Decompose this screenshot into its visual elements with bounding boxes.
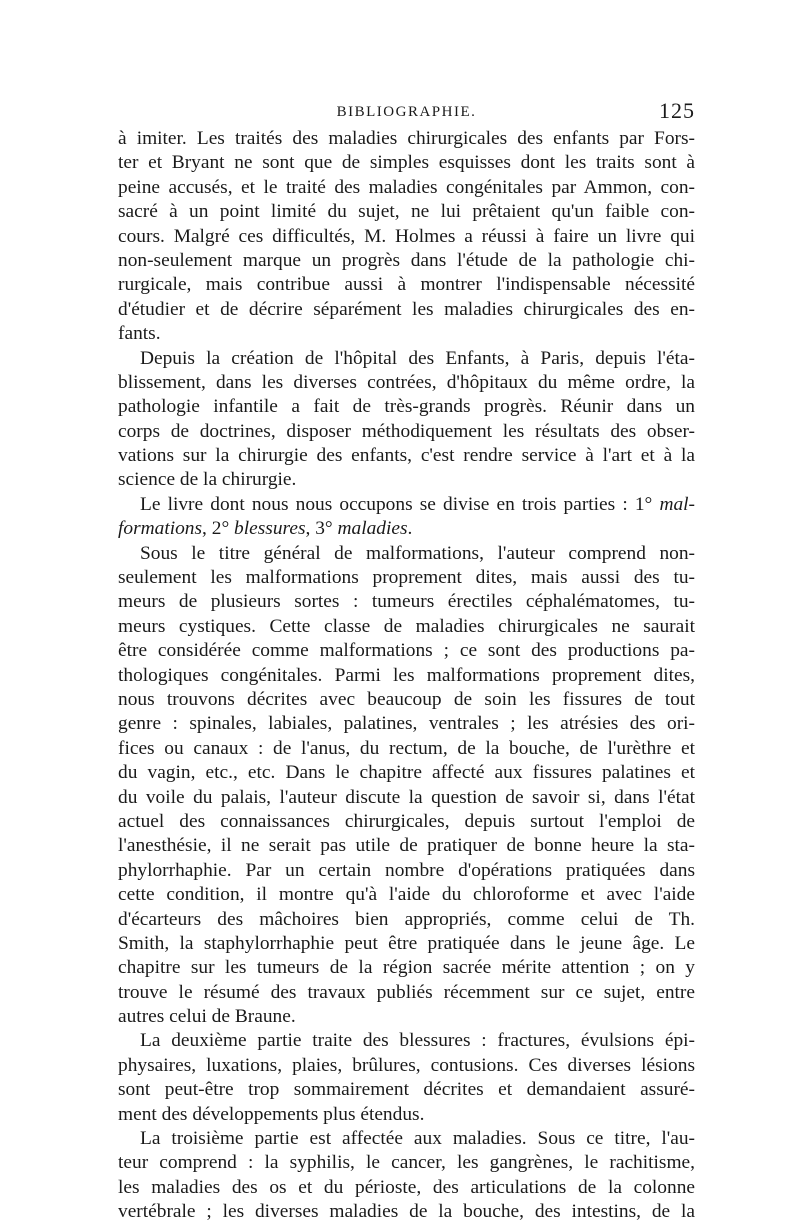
text-line: teur comprend : la syphilis, le cancer, les gangrènes, le rachitisme, (118, 1152, 695, 1174)
text-line: sont peut-être trop sommairement décrites et demandaient assuré- (118, 1079, 695, 1101)
text-line: fices ou canaux : de l'anus, du rectum, de la bouche, de l'urèthre et (118, 737, 695, 759)
text-line: vertébrale ; les diverses maladies de la bouche, des intestins, de la (118, 1201, 695, 1223)
text-line: ter et Bryant ne sont que de simples esquisses dont les traits sont à (118, 152, 695, 174)
text-line: science de la chirurgie. (118, 469, 297, 491)
text-line: vations sur la chirurgie des enfants, c'est rendre service à l'art et à la (118, 445, 695, 467)
text-line: d'étudier et de décrire séparément les maladies chirurgicales des en- (118, 298, 695, 320)
text-line: physaires, luxations, plaies, brûlures, contusions. Ces diverses lésions (118, 1054, 695, 1076)
text-line: rurgicale, mais contribue aussi à montrer l'indispensable nécessité (118, 274, 695, 296)
text-line: l'anesthésie, il ne serait pas utile de pratiquer de bonne heure la sta- (118, 835, 695, 857)
text-line: blissement, dans les diverses contrées, d'hôpitaux du même ordre, la (118, 371, 695, 393)
text-line: pathologie infantile a fait de très-grands progrès. Réunir dans un (118, 396, 695, 418)
text-line: peine accusés, et le traité des maladies congénitales par Ammon, con- (118, 176, 695, 198)
text-line: non-seulement marque un progrès dans l'étude de la pathologie chi- (118, 249, 695, 271)
text-line: Sous le titre général de malformations, l'auteur comprend non- (140, 542, 695, 564)
text-line: actuel des connaissances chirurgicales, depuis surtout l'emploi de (118, 810, 695, 832)
text-line: nous trouvons décrites avec beaucoup de soin les fissures de tout (118, 688, 695, 710)
text-line: Smith, la staphylorrhaphie peut être pratiquée dans le jeune âge. Le (118, 932, 695, 954)
text-line: meurs de plusieurs sortes : tumeurs érectiles céphalématomes, tu- (118, 591, 695, 613)
text-line: du vagin, etc., etc. Dans le chapitre affecté aux fissures palatines et (118, 762, 695, 784)
text-line: fants. (118, 323, 161, 345)
text-line: d'écarteurs des mâchoires bien appropriés, comme celui de Th. (118, 908, 695, 930)
text-line: trouve le résumé des travaux publiés récemment sur ce sujet, entre (118, 981, 695, 1003)
text-line: corps de doctrines, disposer méthodiquement les résultats des obser- (118, 420, 695, 442)
text-line: à imiter. Les traités des maladies chirurgicales des enfants par Fors- (118, 128, 695, 149)
text-line: sacré à un point limité du sujet, ne lui prêtaient qu'un faible con- (118, 201, 695, 223)
text-line: cette condition, il montre qu'à l'aide du chloroforme et avec l'aide (118, 884, 695, 906)
text-line: Depuis la création de l'hôpital des Enfants, à Paris, depuis l'éta- (140, 347, 695, 369)
text-line: du voile du palais, l'auteur discute la question de savoir si, dans l'état (118, 786, 695, 808)
text-line: phylorrhaphie. Par un certain nombre d'opérations pratiquées dans (118, 859, 695, 881)
text-line: autres celui de Braune. (118, 1006, 296, 1028)
text-line: chapitre sur les tumeurs de la région sacrée mérite attention ; on y (118, 957, 695, 979)
running-title: BIBLIOGRAPHIE. (336, 104, 477, 120)
text-line: La deuxième partie traite des blessures : fractures, évulsions épi- (140, 1030, 695, 1052)
running-head (118, 98, 695, 126)
text-line: cours. Malgré ces difficultés, M. Holmes a réussi à faire un livre qui (118, 225, 695, 247)
text-line: La troisième partie est affectée aux maladies. Sous ce titre, l'au- (140, 1128, 695, 1150)
text-line: Le livre dont nous nous occupons se divise en trois parties : 1° mal- (140, 493, 695, 515)
text-line: meurs cystiques. Cette classe de maladies chirurgicales ne saurait (118, 615, 695, 637)
text-line: formations, 2° blessures, 3° maladies. (118, 518, 413, 540)
text-line: ment des développements plus étendus. (118, 1103, 425, 1125)
text-line: seulement les malformations proprement dites, mais aussi des tu- (118, 567, 695, 589)
text-line: thologiques congénitales. Parmi les malformations proprement dites, (118, 664, 695, 686)
text-line: genre : spinales, labiales, palatines, ventrales ; les atrésies des ori- (118, 713, 695, 735)
text-line: être considérée comme malformations ; ce sont des productions pa- (118, 640, 695, 662)
text-line: les maladies des os et du périoste, des articulations de la colonne (118, 1176, 695, 1198)
page-number: 125 (659, 98, 695, 123)
body-text (118, 127, 695, 1225)
